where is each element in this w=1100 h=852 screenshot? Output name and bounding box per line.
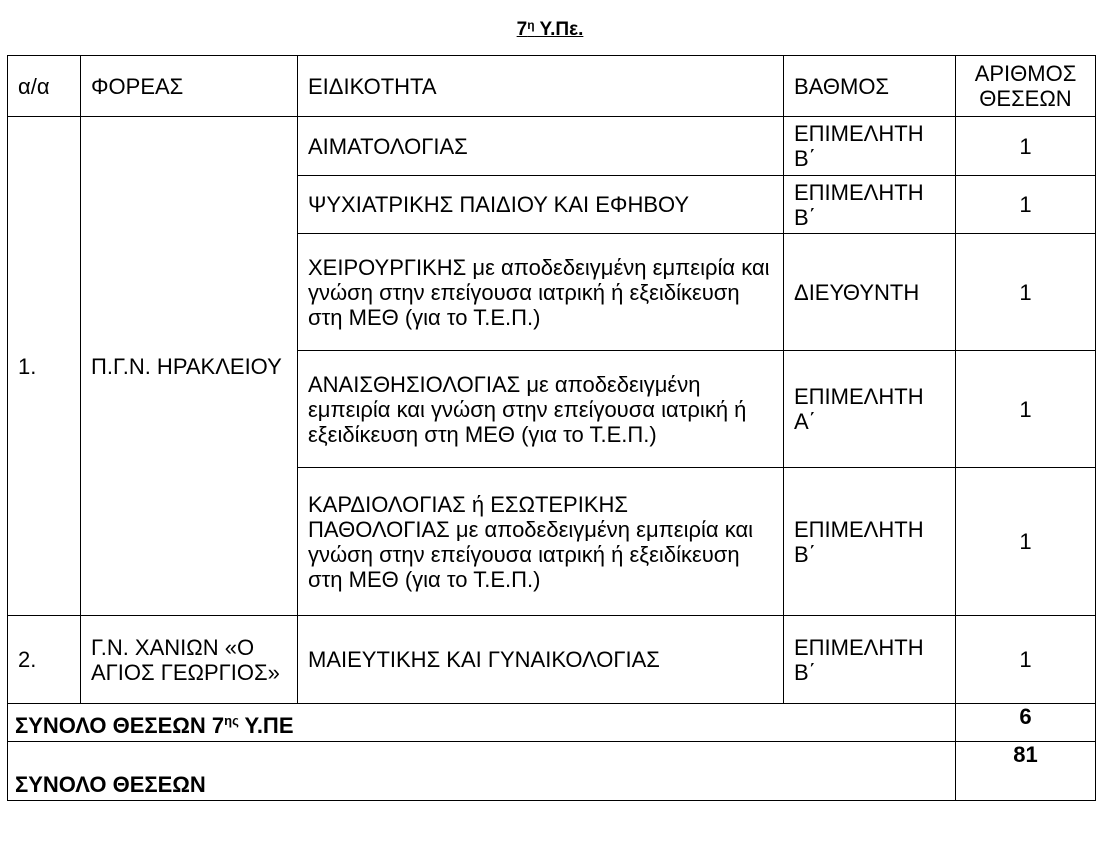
header-aa: α/α (8, 56, 81, 117)
row-vathmos: ΕΠΙΜΕΛΗΤΗ Β΄ (784, 117, 956, 176)
header-foreas: ΦΟΡΕΑΣ (81, 56, 298, 117)
row-vathmos: ΔΙΕΥΘΥΝΤΗ (784, 234, 956, 351)
title-superscript: η (527, 18, 535, 32)
total-all-label: ΣΥΝΟΛΟ ΘΕΣΕΩΝ (8, 742, 956, 801)
title-number: 7 (516, 19, 528, 40)
row-theseis: 1 (956, 351, 1096, 468)
row-theseis: 1 (956, 176, 1096, 234)
row-eidikotita: ΑΙΜΑΤΟΛΟΓΙΑΣ (298, 117, 784, 176)
total-ype-label: ΣΥΝΟΛΟ ΘΕΣΕΩΝ $7^{\eta\varsigma}$ Υ.ΠΕ (8, 704, 956, 742)
row-eidikotita: ΨΥΧΙΑΤΡΙΚΗΣ ΠΑΙΔΙΟΥ ΚΑΙ ΕΦΗΒΟΥ (298, 176, 784, 234)
row-theseis: 1 (956, 468, 1096, 616)
header-row (8, 56, 1096, 117)
row-vathmos: ΕΠΙΜΕΛΗΤΗ Β΄ (784, 616, 956, 704)
row-theseis: 1 (956, 117, 1096, 176)
row-foreas: Γ.Ν. ΧΑΝΙΩΝ «Ο ΑΓΙΟΣ ΓΕΩΡΓΙΟΣ» (81, 616, 298, 704)
row-eidikotita: ΧΕΙΡΟΥΡΓΙΚΗΣ με αποδεδειγμένη εμπειρία και γνώση στην επείγουσα ιατρική ή εξειδίκευση στη ΜΕΘ (για το Τ.Ε.Π.) (298, 234, 784, 351)
row-vathmos: ΕΠΙΜΕΛΗΤΗ Β΄ (784, 468, 956, 616)
header-eidikotita: ΕΙΔΙΚΟΤΗΤΑ (298, 56, 784, 117)
row-foreas: Π.Γ.Ν. ΗΡΑΚΛΕΙΟΥ (81, 117, 298, 616)
total-all-value: 81 (956, 742, 1096, 801)
row-theseis: 1 (956, 234, 1096, 351)
row-eidikotita: ΚΑΡΔΙΟΛΟΓΙΑΣ ή ΕΣΩΤΕΡΙΚΗΣ ΠΑΘΟΛΟΓΙΑΣ με αποδεδειγμένη εμπειρία και γνώση στην επείγουσα ιατρική ή εξειδίκευση στη ΜΕΘ (για το Τ.Ε.Π.) (298, 468, 784, 616)
positions-table (7, 55, 1096, 801)
total-ype-row (8, 704, 1096, 742)
title-text: Υ.Πε. (534, 19, 584, 40)
row-aa: 1. (8, 117, 81, 616)
table-row (8, 616, 1096, 704)
header-arithmos: ΑΡΙΘΜΟΣ ΘΕΣΕΩΝ (956, 56, 1096, 117)
row-vathmos: ΕΠΙΜΕΛΗΤΗ Α΄ (784, 351, 956, 468)
table-row (8, 117, 1096, 176)
document-title (0, 18, 1100, 41)
row-eidikotita: ΑΝΑΙΣΘΗΣΙΟΛΟΓΙΑΣ με αποδεδειγμένη εμπειρία και γνώση στην επείγουσα ιατρική ή εξειδίκευση στη ΜΕΘ (για το Τ.Ε.Π.) (298, 351, 784, 468)
total-ype-value: 6 (956, 704, 1096, 742)
header-vathmos: ΒΑΘΜΟΣ (784, 56, 956, 117)
row-vathmos: ΕΠΙΜΕΛΗΤΗ Β΄ (784, 176, 956, 234)
row-theseis: 1 (956, 616, 1096, 704)
total-all-row (8, 742, 1096, 801)
row-eidikotita: ΜΑΙΕΥΤΙΚΗΣ ΚΑΙ ΓΥΝΑΙΚΟΛΟΓΙΑΣ (298, 616, 784, 704)
row-aa: 2. (8, 616, 81, 704)
